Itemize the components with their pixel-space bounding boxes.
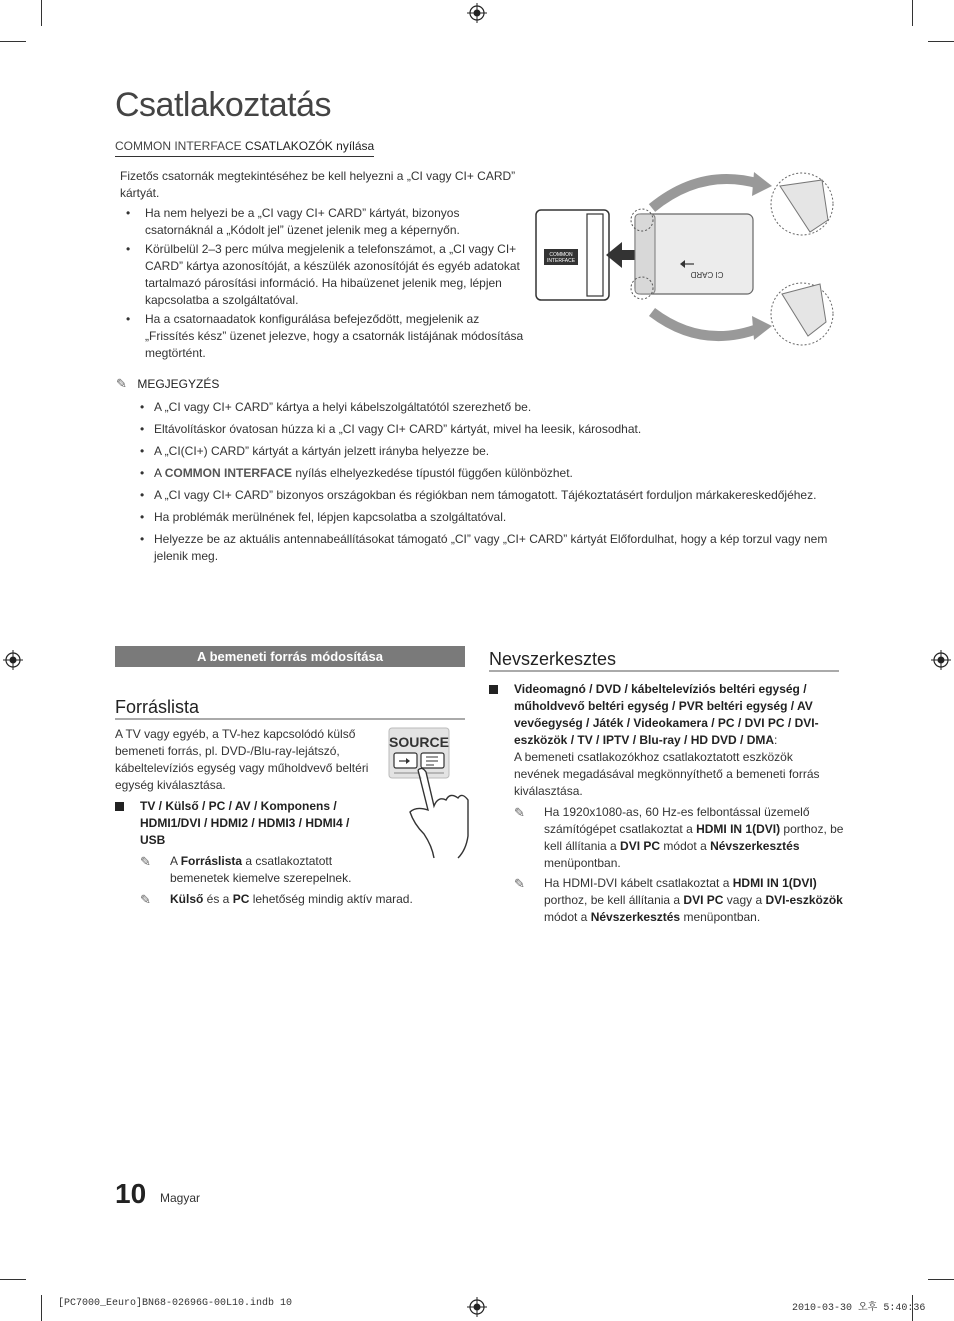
pencil-note-icon: ✎: [140, 892, 151, 907]
note-text: vagy a: [723, 893, 766, 907]
pencil-note-icon: ✎: [140, 854, 151, 869]
kulso-bold: Külső: [170, 892, 204, 906]
page-title: Csatlakoztatás: [115, 86, 331, 124]
forraslista-note-2: [140, 891, 440, 908]
slot-label: COMMON: [549, 252, 573, 258]
page-language: Magyar: [160, 1191, 201, 1205]
footer-file-info: [PC7000_Eeuro]BN68-02696G-00L10.indb 10: [58, 1298, 293, 1309]
note-list: [140, 399, 840, 570]
dvi-eszkozok-bold: DVI-eszközök: [765, 893, 843, 907]
note-text: porthoz, be kell állítania a: [544, 893, 684, 907]
section-bar: A bemeneti forrás módosítása: [115, 646, 465, 667]
registration-mark-icon: [3, 650, 23, 670]
note-text: Ha HDMI-DVI kábelt csatlakoztat a: [544, 876, 733, 890]
source-button-label: SOURCE: [389, 734, 449, 750]
intro-block: [120, 168, 525, 362]
note-text: a csatlakoztatott bemenetek kiemelve szerepelnek.: [170, 854, 352, 885]
intro-bullets: [120, 205, 525, 362]
note-text: lehetőség mindig aktív marad.: [249, 892, 413, 906]
source-button-illustration: [388, 726, 470, 860]
list-item: [140, 465, 840, 482]
forraslista-paragraph: A TV vagy egyéb, a TV-hez kapcsolódó külső bemeneti forrás, pl. DVD-/Blu-ray-lejátszó, kábeltelevíziós egység vagy műholdvevő beltéri egység kiválasztása.: [115, 727, 369, 792]
registration-mark-icon: [931, 650, 951, 670]
note-text: Ha 1920x1080-as, 60 Hz-es felbontással üzemelő számítógépet csatlakoztat a: [544, 805, 810, 836]
note-text: A: [170, 854, 181, 868]
note-text: módot a: [544, 910, 591, 924]
nevszerkesztes-note-2: [514, 875, 844, 926]
footer-timestamp: 2010-03-30 오후 5:40:36: [792, 1303, 926, 1314]
note-text: menüpontban.: [544, 856, 621, 870]
crop-mark: [41, 0, 42, 26]
forraslista-menu-item: [115, 798, 365, 849]
hdmi-port-bold: HDMI IN 1(DVI): [696, 822, 781, 836]
registration-mark-icon: [467, 3, 487, 23]
dvi-pc-bold: DVI PC: [683, 893, 724, 907]
slot-label: INTERFACE: [546, 258, 576, 264]
subhead-suffix: CSATLAKOZÓK nyílása: [245, 139, 375, 153]
list-item: • Ha problémák merülnének fel, lépjen kapcsolatba a szolgáltatóval.: [140, 509, 840, 526]
section-divider: [489, 670, 839, 672]
pencil-note-icon: ✎: [514, 876, 525, 891]
forraslista-note-1: [140, 853, 380, 887]
pencil-note-icon: ✎: [116, 376, 127, 391]
pc-bold: PC: [232, 892, 250, 906]
card-label: CI CARD: [690, 270, 724, 279]
crop-mark: [0, 1279, 26, 1280]
list-item: • Ha nem helyezi be a „CI vagy CI+ CARD” kártyát, bizonyos csatornáknál a „Kódolt jel” üzenet jelenik meg a képernyőn.: [120, 205, 525, 239]
list-item-text: nyílás elhelyezkedése típustól függően különbözhet.: [292, 466, 573, 480]
list-item: • A „CI vagy CI+ CARD” bizonyos országokban és régiókban nem támogatott. Tájékoztatásért forduljon márkakereskedőjéhez.: [140, 487, 840, 504]
square-bullet-icon: [489, 685, 498, 694]
nevszerkesztes-bold: Névszerkesztés: [590, 910, 681, 924]
note-heading: [116, 376, 219, 392]
intro-paragraph: Fizetős csatornák megtekintéséhez be kell helyezni a „CI vagy CI+ CARD” kártyát.: [120, 169, 516, 200]
crop-mark: [928, 41, 954, 42]
list-item: • A „CI(CI+) CARD” kártyát a kártyán jelzett irányba helyezze be.: [140, 443, 840, 460]
note-text: porthoz, be kell állítania a: [544, 822, 844, 853]
crop-mark: [912, 0, 913, 26]
menu-item-desc: A bemeneti csatlakozókhoz csatlakoztatott eszközök nevének megadásával megkönnyíthető a bemeneti forrás kiválasztása.: [514, 750, 820, 798]
menu-item-text: Videomagnó / DVD / kábeltelevíziós beltéri egység / műholdvevő beltéri egység / PVR beltéri egység / AV vevőegység / Játék / Videokamera / PC / DVI PC / DVI-eszközök / TV / IPTV / Blu-ray / HD DVD / DMA: [514, 682, 819, 747]
list-item: • Körülbelül 2–3 perc múlva megjelenik a telefonszámot, a „CI vagy CI+ CARD” kártya azonosítóját, a készülék azonosítóját és egyéb adatokat tartalmazó párosítási információ. Ha hibaüzenet jelenik meg, lépjen kapcsolatba a szolgáltatóval.: [120, 241, 525, 309]
crop-mark: [928, 1279, 954, 1280]
nevszerkesztes-title: Nevszerkesztes: [489, 649, 617, 669]
list-item: • A „CI vagy CI+ CARD” kártya a helyi kábelszolgáltatótól szerezhető be.: [140, 399, 840, 416]
menu-item-text: TV / Külső / PC / AV / Komponens / HDMI1/DVI / HDMI2 / HDMI3 / HDMI4 / USB: [140, 799, 350, 847]
section-subhead: [115, 139, 374, 157]
list-item: • Helyezze be az aktuális antennabeállításokat támogató „CI” vagy „CI+ CARD” kártyát Előfordulhat, hogy a kép torzul vagy nem jelenik meg.: [140, 531, 840, 565]
crop-mark: [0, 41, 26, 42]
page-number: 10: [115, 1178, 147, 1209]
note-text: menüpontban.: [680, 910, 761, 924]
dvi-pc-bold: DVI PC: [620, 839, 661, 853]
nevszerkesztes-menu-item: Videomagnó / DVD / kábeltelevíziós beltéri egység / műholdvevő beltéri egység / PVR beltéri egység / AV vevőegység / Játék / Videokamera / PC / DVI PC / DVI-eszközök / TV / IPTV / Blu-ray / HD DVD / DMA: A bemeneti csatlakozókhoz csatlakoztatott eszközök nevének megadásával megkönnyíthető a bemeneti forrás kiválasztása.: [489, 681, 834, 800]
nevszerkesztes-bold: Névszerkesztés: [710, 839, 800, 853]
hdmi-port-bold: HDMI IN 1(DVI): [732, 876, 817, 890]
registration-mark-icon: [467, 1297, 487, 1317]
list-item-text: A: [154, 466, 165, 480]
note-text: módot a: [660, 839, 711, 853]
note-text: és a: [203, 892, 233, 906]
subhead-prefix: COMMON INTERFACE: [115, 139, 242, 153]
nevszerkesztes-note-1: [514, 804, 844, 872]
crop-mark: [41, 1295, 42, 1321]
section-divider: [115, 718, 465, 720]
common-interface-label: COMMON INTERFACE: [164, 466, 293, 480]
forraslista-title: Forráslista: [115, 697, 200, 717]
pencil-note-icon: ✎: [514, 805, 525, 820]
list-item: • Eltávolításkor óvatosan húzza ki a „CI vagy CI+ CARD” kártyát, mivel ha leesik, károsodhat.: [140, 421, 840, 438]
forraslista-bold: Forráslista: [180, 854, 243, 868]
square-bullet-icon: [115, 802, 124, 811]
list-item: • Ha a csatornaadatok konfigurálása befejeződött, megjelenik az „Frissítés kész” üzenet jelezve, hogy a csatornák listájának módosítása megtörtént.: [120, 311, 525, 362]
note-heading-text: MEGJEGYZÉS: [137, 377, 220, 391]
ci-card-illustration: [532, 172, 837, 352]
